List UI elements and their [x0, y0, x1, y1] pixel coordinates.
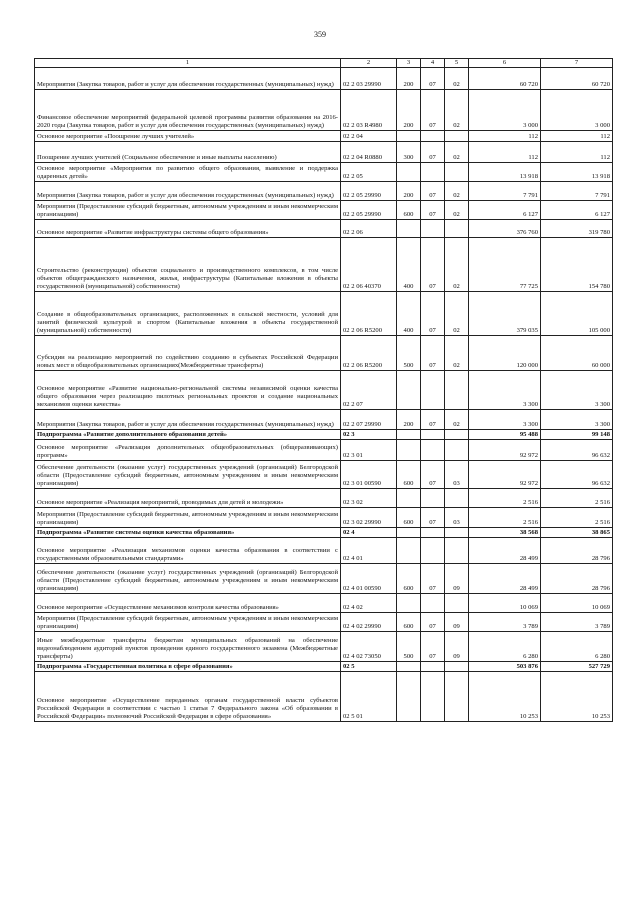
row-code-cell: 02 3 02 29990 [341, 508, 397, 528]
row-vr-cell [397, 594, 421, 613]
row-sum-2019-cell: 3 789 [469, 613, 541, 632]
row-vr-cell [397, 489, 421, 508]
row-code-cell: 02 5 01 [341, 672, 397, 722]
row-sum-2020-cell: 38 865 [541, 528, 613, 538]
row-name-cell: Мероприятия (Закупка товаров, работ и услуг для обеспечения государственных (муниципальных) нужд) [35, 68, 341, 90]
row-name-cell: Подпрограмма «Развитие дополнительного образования детей» [35, 430, 341, 440]
table-row [35, 440, 613, 461]
row-rz-cell [421, 594, 445, 613]
row-rz-cell [421, 528, 445, 538]
row-sum-2020-cell: 6 280 [541, 632, 613, 662]
row-vr-cell: 600 [397, 201, 421, 220]
row-vr-cell [397, 538, 421, 564]
row-vr-cell [397, 131, 421, 142]
row-sum-2020-cell: 10 253 [541, 672, 613, 722]
row-vr-cell: 400 [397, 292, 421, 336]
row-rz-cell [421, 220, 445, 238]
row-rz-cell [421, 163, 445, 182]
row-sum-2019-cell: 6 127 [469, 201, 541, 220]
row-sum-2020-cell: 60 720 [541, 68, 613, 90]
table-row [35, 489, 613, 508]
row-sum-2020-cell: 99 148 [541, 430, 613, 440]
row-vr-cell: 200 [397, 68, 421, 90]
row-rz-cell: 07 [421, 68, 445, 90]
row-vr-cell [397, 371, 421, 410]
row-pr-cell: 09 [445, 613, 469, 632]
row-sum-2019-cell: 3 000 [469, 90, 541, 131]
row-name-cell: Обеспечение деятельности (оказание услуг) государственных учреждений (организаций) Белгородской области (Предоставление субсидий бюджетным, автономным учреждениям и иным некоммерческим организациям) [35, 461, 341, 489]
row-sum-2019-cell: 92 972 [469, 440, 541, 461]
row-rz-cell [421, 672, 445, 722]
row-vr-cell: 600 [397, 564, 421, 594]
row-pr-cell [445, 594, 469, 613]
row-sum-2019-cell: 112 [469, 131, 541, 142]
row-sum-2020-cell: 13 918 [541, 163, 613, 182]
row-vr-cell [397, 163, 421, 182]
row-rz-cell: 07 [421, 461, 445, 489]
row-sum-2020-cell: 2 516 [541, 489, 613, 508]
row-sum-2019-cell: 13 918 [469, 163, 541, 182]
row-vr-cell [397, 430, 421, 440]
row-pr-cell: 02 [445, 68, 469, 90]
row-rz-cell: 07 [421, 142, 445, 163]
row-vr-cell: 500 [397, 336, 421, 371]
row-name-cell: Основное мероприятие «Поощрение лучших учителей» [35, 131, 341, 142]
row-name-cell: Мероприятия (Закупка товаров, работ и услуг для обеспечения государственных (муниципальных) нужд) [35, 410, 341, 430]
row-name-cell: Мероприятия (Предоставление субсидий бюджетным, автономным учреждениям и иным некоммерческим организациям) [35, 508, 341, 528]
row-name-cell: Субсидии на реализацию мероприятий по содействию созданию в субъектах Российской Федерации новых мест в общеобразовательных организациях(Межбюджетные трансферты) [35, 336, 341, 371]
table-header-row [35, 59, 613, 68]
table-row [35, 142, 613, 163]
row-sum-2020-cell: 10 069 [541, 594, 613, 613]
table-row [35, 632, 613, 662]
row-pr-cell [445, 430, 469, 440]
row-sum-2019-cell: 38 568 [469, 528, 541, 538]
row-name-cell: Основное мероприятие «Реализация мероприятий, проводимых для детей и молодежи» [35, 489, 341, 508]
header-cell: 2 [341, 59, 397, 68]
row-vr-cell: 500 [397, 632, 421, 662]
row-sum-2020-cell: 3 300 [541, 371, 613, 410]
row-code-cell: 02 4 02 [341, 594, 397, 613]
row-sum-2019-cell: 28 499 [469, 538, 541, 564]
header-cell: 7 [541, 59, 613, 68]
row-vr-cell [397, 528, 421, 538]
row-name-cell: Поощрение лучших учителей (Социальное обеспечение и иные выплаты населению) [35, 142, 341, 163]
row-sum-2019-cell: 7 791 [469, 182, 541, 201]
row-vr-cell: 600 [397, 508, 421, 528]
row-sum-2020-cell: 6 127 [541, 201, 613, 220]
row-name-cell: Иные межбюджетные трансферты бюджетам муниципальных образований на обеспечение видеонаблюдением аудиторий пунктов проведения единого государственного экзамена (Межбюджетные трансферты) [35, 632, 341, 662]
row-pr-cell: 02 [445, 201, 469, 220]
row-pr-cell [445, 538, 469, 564]
table-row [35, 564, 613, 594]
row-pr-cell: 02 [445, 410, 469, 430]
row-sum-2019-cell: 60 720 [469, 68, 541, 90]
row-code-cell: 02 3 02 [341, 489, 397, 508]
table-row [35, 410, 613, 430]
row-code-cell: 02 2 07 [341, 371, 397, 410]
header-cell: 5 [445, 59, 469, 68]
row-sum-2019-cell: 10 253 [469, 672, 541, 722]
row-sum-2020-cell: 7 791 [541, 182, 613, 201]
table-row [35, 201, 613, 220]
row-code-cell: 02 2 06 R5200 [341, 292, 397, 336]
row-code-cell: 02 3 01 00590 [341, 461, 397, 489]
row-sum-2020-cell: 3 000 [541, 90, 613, 131]
row-pr-cell [445, 489, 469, 508]
row-rz-cell [421, 662, 445, 672]
row-name-cell: Финансовое обеспечение мероприятий федеральной целевой программы развития образования на 2016-2020 годы (Закупка товаров, работ и услуг для обеспечения государственных (муниципальных) нужд) [35, 90, 341, 131]
row-sum-2020-cell: 60 000 [541, 336, 613, 371]
row-code-cell: 02 4 02 29990 [341, 613, 397, 632]
row-code-cell: 02 2 06 40370 [341, 238, 397, 292]
row-pr-cell [445, 131, 469, 142]
row-code-cell: 02 3 01 [341, 440, 397, 461]
row-sum-2019-cell: 3 300 [469, 371, 541, 410]
row-name-cell: Подпрограмма «Развитие системы оценки качества образования» [35, 528, 341, 538]
row-vr-cell: 300 [397, 142, 421, 163]
row-sum-2020-cell: 105 000 [541, 292, 613, 336]
header-cell: 3 [397, 59, 421, 68]
row-name-cell: Подпрограмма «Государственная политика в сфере образования» [35, 662, 341, 672]
row-vr-cell: 600 [397, 613, 421, 632]
row-name-cell: Основное мероприятие «Осуществление переданных органам государственной власти субъектов Российской Федерации в соответствии с частью 1 статьи 7 Федерального закона «Об образовании в Российской Федерации» полномочий Российской Федерации в сфере образования» [35, 672, 341, 722]
row-pr-cell [445, 528, 469, 538]
row-pr-cell: 03 [445, 461, 469, 489]
row-sum-2019-cell: 112 [469, 142, 541, 163]
row-rz-cell [421, 430, 445, 440]
row-sum-2020-cell: 96 632 [541, 461, 613, 489]
row-name-cell: Мероприятия (Предоставление субсидий бюджетным, автономным учреждениям и иным некоммерческим организациям) [35, 613, 341, 632]
row-code-cell: 02 2 05 29990 [341, 182, 397, 201]
table-row [35, 672, 613, 722]
budget-table [34, 58, 613, 722]
row-code-cell: 02 2 06 [341, 220, 397, 238]
row-sum-2020-cell: 319 780 [541, 220, 613, 238]
row-rz-cell [421, 131, 445, 142]
header-cell: 4 [421, 59, 445, 68]
table-row [35, 430, 613, 440]
row-pr-cell [445, 662, 469, 672]
row-sum-2019-cell: 2 516 [469, 489, 541, 508]
row-sum-2019-cell: 3 300 [469, 410, 541, 430]
row-pr-cell [445, 371, 469, 410]
row-rz-cell [421, 538, 445, 564]
row-name-cell: Основное мероприятие «Развитие национально-региональной системы независимой оценки качества общего образования через реализацию пилотных региональных проектов и создание национальных механизмов оценки качества» [35, 371, 341, 410]
row-name-cell: Основное мероприятие «Реализация механизмов оценки качества образования в соответствии с государственными образовательными стандартами» [35, 538, 341, 564]
row-name-cell: Основное мероприятие «Развитие инфраструктуры системы общего образования» [35, 220, 341, 238]
row-pr-cell: 02 [445, 90, 469, 131]
row-pr-cell: 02 [445, 238, 469, 292]
row-vr-cell: 200 [397, 410, 421, 430]
table-row [35, 292, 613, 336]
table-row [35, 508, 613, 528]
row-vr-cell: 200 [397, 182, 421, 201]
row-code-cell: 02 2 04 R0880 [341, 142, 397, 163]
row-sum-2019-cell: 120 000 [469, 336, 541, 371]
row-vr-cell: 400 [397, 238, 421, 292]
row-sum-2020-cell: 2 516 [541, 508, 613, 528]
row-rz-cell: 07 [421, 508, 445, 528]
table-row [35, 461, 613, 489]
row-pr-cell: 02 [445, 182, 469, 201]
row-name-cell: Обеспечение деятельности (оказание услуг) государственных учреждений (организаций) Белгородской области (Предоставление субсидий бюджетным, автономным учреждениям и иным некоммерческим организациям) [35, 564, 341, 594]
row-code-cell: 02 2 05 [341, 163, 397, 182]
table-row [35, 163, 613, 182]
row-code-cell: 02 5 [341, 662, 397, 672]
row-code-cell: 02 2 05 29990 [341, 201, 397, 220]
row-name-cell: Мероприятия (Предоставление субсидий бюджетным, автономным учреждениям и иным некоммерческим организациям) [35, 201, 341, 220]
row-rz-cell: 07 [421, 90, 445, 131]
table-row [35, 182, 613, 201]
row-pr-cell: 02 [445, 292, 469, 336]
row-sum-2020-cell: 28 796 [541, 564, 613, 594]
row-rz-cell: 07 [421, 201, 445, 220]
row-vr-cell: 600 [397, 461, 421, 489]
row-sum-2019-cell: 28 499 [469, 564, 541, 594]
row-sum-2019-cell: 376 760 [469, 220, 541, 238]
row-rz-cell [421, 440, 445, 461]
row-sum-2019-cell: 503 876 [469, 662, 541, 672]
table-row [35, 528, 613, 538]
row-code-cell: 02 4 01 [341, 538, 397, 564]
row-pr-cell [445, 440, 469, 461]
row-name-cell: Основное мероприятие «Мероприятия по развитию общего образования, выявление и поддержка одаренных детей» [35, 163, 341, 182]
row-sum-2019-cell: 10 069 [469, 594, 541, 613]
row-rz-cell: 07 [421, 292, 445, 336]
row-name-cell: Основное мероприятие «Реализация дополнительных общеобразовательных (общеразвивающих) программ» [35, 440, 341, 461]
table-row [35, 594, 613, 613]
row-code-cell: 02 4 01 00590 [341, 564, 397, 594]
row-pr-cell [445, 672, 469, 722]
table-row [35, 336, 613, 371]
row-sum-2019-cell: 77 725 [469, 238, 541, 292]
row-code-cell: 02 2 03 29990 [341, 68, 397, 90]
row-pr-cell: 09 [445, 632, 469, 662]
row-pr-cell [445, 163, 469, 182]
row-sum-2020-cell: 3 300 [541, 410, 613, 430]
table-row [35, 538, 613, 564]
row-sum-2020-cell: 3 789 [541, 613, 613, 632]
row-code-cell: 02 3 [341, 430, 397, 440]
table-row [35, 68, 613, 90]
header-cell: 1 [35, 59, 341, 68]
row-rz-cell: 07 [421, 238, 445, 292]
row-rz-cell: 07 [421, 336, 445, 371]
row-pr-cell: 03 [445, 508, 469, 528]
table-row [35, 662, 613, 672]
row-sum-2020-cell: 527 729 [541, 662, 613, 672]
row-vr-cell [397, 662, 421, 672]
row-vr-cell [397, 220, 421, 238]
row-name-cell: Мероприятия (Закупка товаров, работ и услуг для обеспечения государственных (муниципальных) нужд) [35, 182, 341, 201]
row-code-cell: 02 4 [341, 528, 397, 538]
row-code-cell: 02 4 02 73050 [341, 632, 397, 662]
table-row [35, 238, 613, 292]
row-name-cell: Строительство (реконструкция) объектов социального и производственного комплексов, в том числе объектов общегражданского назначения, жилья, инфраструктуры (Капитальные вложения в объекты государственной (муниципальной) собственности) [35, 238, 341, 292]
row-rz-cell [421, 489, 445, 508]
row-sum-2020-cell: 154 780 [541, 238, 613, 292]
row-code-cell: 02 2 06 R5200 [341, 336, 397, 371]
row-sum-2019-cell: 379 035 [469, 292, 541, 336]
row-code-cell: 02 2 03 R4980 [341, 90, 397, 131]
row-name-cell: Основное мероприятие «Осуществление механизмов контроля качества образования» [35, 594, 341, 613]
row-rz-cell: 07 [421, 632, 445, 662]
row-vr-cell: 200 [397, 90, 421, 131]
row-sum-2019-cell: 2 516 [469, 508, 541, 528]
row-sum-2020-cell: 112 [541, 142, 613, 163]
table-row [35, 220, 613, 238]
row-pr-cell: 09 [445, 564, 469, 594]
row-vr-cell [397, 440, 421, 461]
row-rz-cell [421, 371, 445, 410]
row-pr-cell: 02 [445, 142, 469, 163]
row-pr-cell [445, 220, 469, 238]
row-name-cell: Создание в общеобразовательных организациях, расположенных в сельской местности, условий для занятий физической культурой и спортом (Капитальные вложения в объекты государственной (муниципальной) собственности) [35, 292, 341, 336]
row-sum-2019-cell: 6 280 [469, 632, 541, 662]
row-rz-cell: 07 [421, 182, 445, 201]
row-sum-2019-cell: 92 972 [469, 461, 541, 489]
row-rz-cell: 07 [421, 613, 445, 632]
row-sum-2019-cell: 95 488 [469, 430, 541, 440]
table-row [35, 131, 613, 142]
table-row [35, 371, 613, 410]
row-code-cell: 02 2 04 [341, 131, 397, 142]
table-row [35, 613, 613, 632]
row-rz-cell: 07 [421, 564, 445, 594]
header-cell: 6 [469, 59, 541, 68]
row-sum-2020-cell: 96 632 [541, 440, 613, 461]
row-vr-cell [397, 672, 421, 722]
table-row [35, 90, 613, 131]
row-pr-cell: 02 [445, 336, 469, 371]
row-sum-2020-cell: 112 [541, 131, 613, 142]
row-code-cell: 02 2 07 29990 [341, 410, 397, 430]
row-rz-cell: 07 [421, 410, 445, 430]
row-sum-2020-cell: 28 796 [541, 538, 613, 564]
page-number: 359 [314, 30, 326, 39]
